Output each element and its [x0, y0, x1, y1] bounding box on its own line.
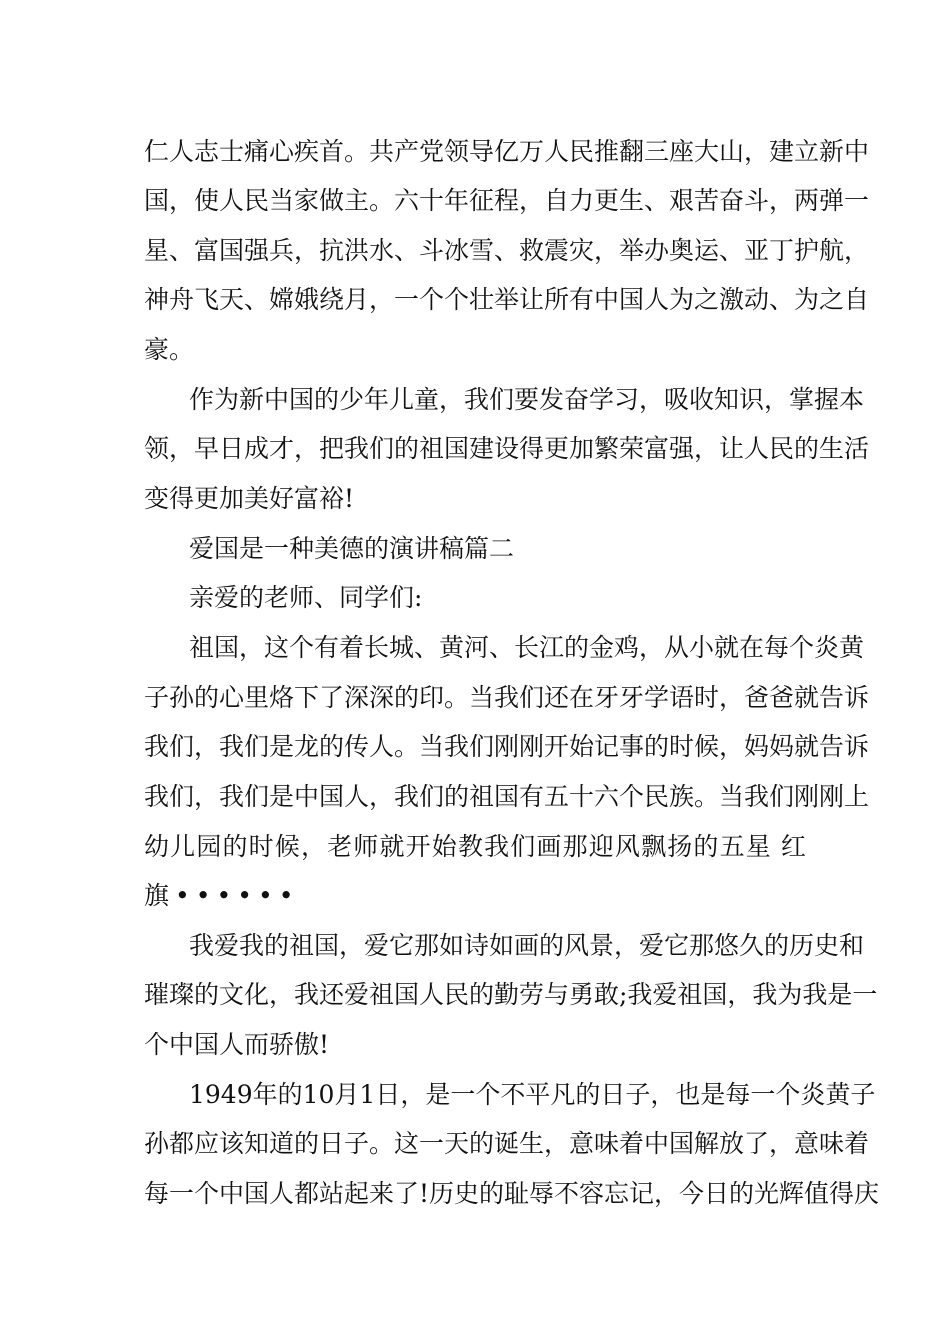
text-line: [0, 822, 950, 872]
paragraph-first-line: [0, 921, 950, 971]
line-text: 每一个中国人都站起来了!历史的耻辱不容忘记，今日的光辉值得庆: [144, 1179, 880, 1208]
line-text: 我爱我的祖国，爱它那如诗如画的风景，爱它那悠久的历史和: [189, 931, 865, 960]
line-text: 璀璨的文化，我还爱祖国人民的勤劳与勇敢;我爱祖国，我为我是一: [144, 980, 878, 1009]
text-line: [0, 127, 950, 177]
text-line: [0, 325, 950, 375]
text-line: [0, 673, 950, 723]
heading-text: 爱国是一种美德的演讲稿篇二: [189, 534, 515, 563]
line-text: 我们，我们是中国人，我们的祖国有五十六个民族。当我们刚刚上: [144, 782, 870, 811]
line-text: 领，早日成才，把我们的祖国建设得更加繁荣富强，让人民的生活: [144, 434, 870, 463]
text-line: [0, 1169, 950, 1219]
text-line: [0, 424, 950, 474]
salutation: [0, 573, 950, 623]
line-text: 个中国人而骄傲!: [144, 1030, 330, 1059]
text-line: [0, 772, 950, 822]
text-line: [0, 275, 950, 325]
line-text: 我们，我们是龙的传人。当我们刚刚开始记事的时候，妈妈就告诉: [144, 732, 870, 761]
salutation-text: 亲爱的老师、同学们:: [189, 583, 423, 612]
paragraph-first-line: [0, 623, 950, 673]
text-line: [0, 176, 950, 226]
line-text: 祖国，这个有着长城、黄河、长江的金鸡，从小就在每个炎黄: [189, 633, 865, 662]
text-line: [0, 1119, 950, 1169]
line-text: 神舟飞天、嫦娥绕月，一个个壮举让所有中国人为之激动、为之自: [144, 285, 870, 314]
paragraph-first-line: [0, 375, 950, 425]
text-line: [0, 722, 950, 772]
text-line: [0, 1020, 950, 1070]
line-text: 豪。: [144, 335, 195, 364]
line-text: 国，使人民当家做主。六十年征程，自力更生、艰苦奋斗，两弹一: [144, 186, 870, 215]
line-text: 作为新中国的少年儿童，我们要发奋学习，吸收知识，掌握本: [189, 385, 865, 414]
text-line: [0, 474, 950, 524]
line-text: 幼儿园的时候，老师就开始教我们画那迎风飘扬的五星 红: [144, 832, 806, 861]
line-text: 仁人志士痛心疾首。共产党领导亿万人民推翻三座大山，建立新中: [144, 137, 870, 166]
text-line: [0, 226, 950, 276]
line-text: 星、富国强兵，抗洪水、斗冰雪、救震灾，举办奥运、亚丁护航，: [144, 236, 870, 265]
text-line: [0, 970, 950, 1020]
text-line: [0, 871, 950, 921]
line-text: 子孙的心里烙下了深深的印。当我们还在牙牙学语时，爸爸就告诉: [144, 683, 870, 712]
section-heading: [0, 524, 950, 574]
paragraph-first-line: [0, 1070, 950, 1120]
line-text: 旗••••••: [144, 881, 300, 910]
line-text: 变得更加美好富裕!: [144, 484, 355, 513]
line-text: 孙都应该知道的日子。这一天的诞生，意味着中国解放了，意味着: [144, 1129, 870, 1158]
line-text: 1949年的10月1日，是一个不平凡的日子，也是每一个炎黄子: [189, 1080, 876, 1109]
